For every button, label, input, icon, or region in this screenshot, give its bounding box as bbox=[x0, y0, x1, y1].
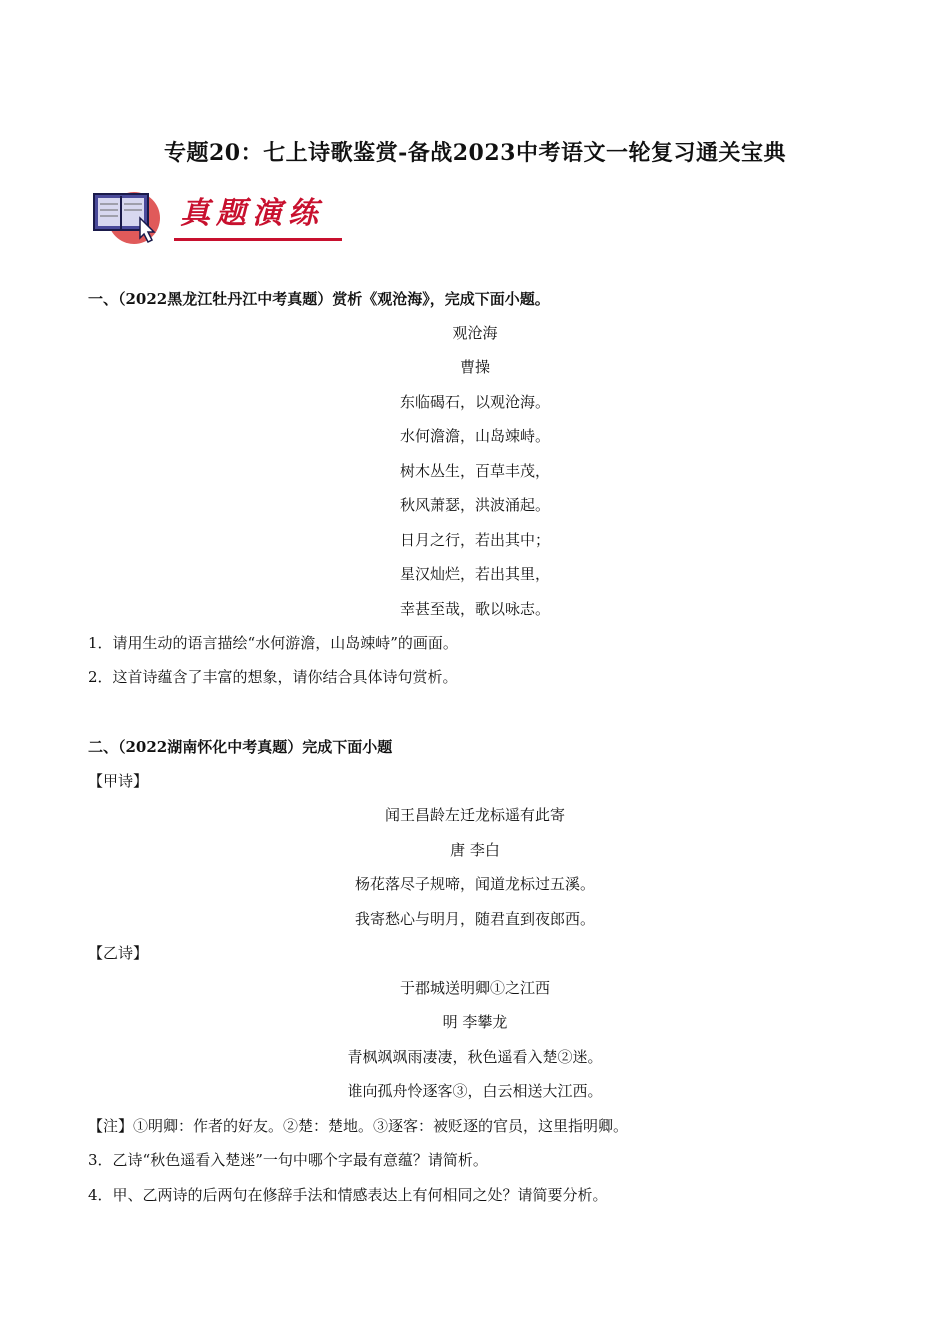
q1-poem-line: 日月之行，若出其中； bbox=[399, 531, 550, 549]
q1-poem-author: 曹操 bbox=[459, 358, 490, 376]
q1-poem-line: 星汉灿烂，若出其里， bbox=[399, 565, 550, 583]
q1-poem-line: 东临碣石，以观沧海。 bbox=[399, 393, 550, 411]
poem-b-line: 青枫飒飒雨凄凄，秋色遥看入楚②迷。 bbox=[347, 1048, 603, 1066]
question-4: 4．甲、乙两诗的后两句在修辞手法和情感表达上有何相同之处？请简要分析。 bbox=[88, 1186, 608, 1204]
poem-a-label: 【甲诗】 bbox=[88, 772, 149, 790]
q1-poem-title: 观沧海 bbox=[452, 324, 498, 342]
banner-text: 真题演练 bbox=[180, 196, 324, 231]
q1-poem-line: 秋风萧瑟，洪波涌起。 bbox=[399, 496, 550, 514]
poem-a-line: 杨花落尽子规啼，闻道龙标过五溪。 bbox=[354, 875, 595, 893]
poem-a-title: 闻王昌龄左迁龙标遥有此寄 bbox=[384, 806, 565, 824]
q1-poem-line: 树木丛生，百草丰茂， bbox=[399, 462, 550, 480]
poem-b-label: 【乙诗】 bbox=[88, 944, 149, 962]
poem-note: 【注】①明卿：作者的好友。②楚：楚地。③逐客：被贬逐的官员，这里指明卿。 bbox=[88, 1117, 629, 1135]
q1-poem-line: 幸甚至哉，歌以咏志。 bbox=[399, 600, 550, 618]
section-banner bbox=[88, 180, 348, 246]
book-icon bbox=[88, 180, 168, 246]
document-title: 专题20：七上诗歌鉴赏-备战2023中考语文一轮复习通关宝典 bbox=[164, 140, 786, 166]
banner-underline bbox=[174, 238, 342, 241]
poem-b-title: 于郡城送明卿①之江西 bbox=[399, 979, 550, 997]
poem-a-author: 唐 李白 bbox=[450, 841, 500, 859]
poem-a-line: 我寄愁心与明月，随君直到夜郎西。 bbox=[354, 910, 595, 928]
question-2: 2．这首诗蕴含了丰富的想象，请你结合具体诗句赏析。 bbox=[88, 668, 458, 686]
question-3: 3．乙诗“秋色遥看入楚迷”一句中哪个字最有意蕴？请简析。 bbox=[88, 1151, 488, 1169]
q1-heading: 一、（2022黑龙江牡丹江中考真题）赏析《观沧海》，完成下面小题。 bbox=[88, 290, 550, 308]
poem-b-line: 谁向孤舟怜逐客③，白云相送大江西。 bbox=[347, 1082, 603, 1100]
q2-heading: 二、（2022湖南怀化中考真题）完成下面小题 bbox=[88, 738, 393, 756]
question-1: 1．请用生动的语言描绘“水何游澹，山岛竦峙”的画面。 bbox=[88, 634, 458, 652]
q1-poem-line: 水何澹澹，山岛竦峙。 bbox=[399, 427, 550, 445]
poem-b-author: 明 李攀龙 bbox=[442, 1013, 508, 1031]
